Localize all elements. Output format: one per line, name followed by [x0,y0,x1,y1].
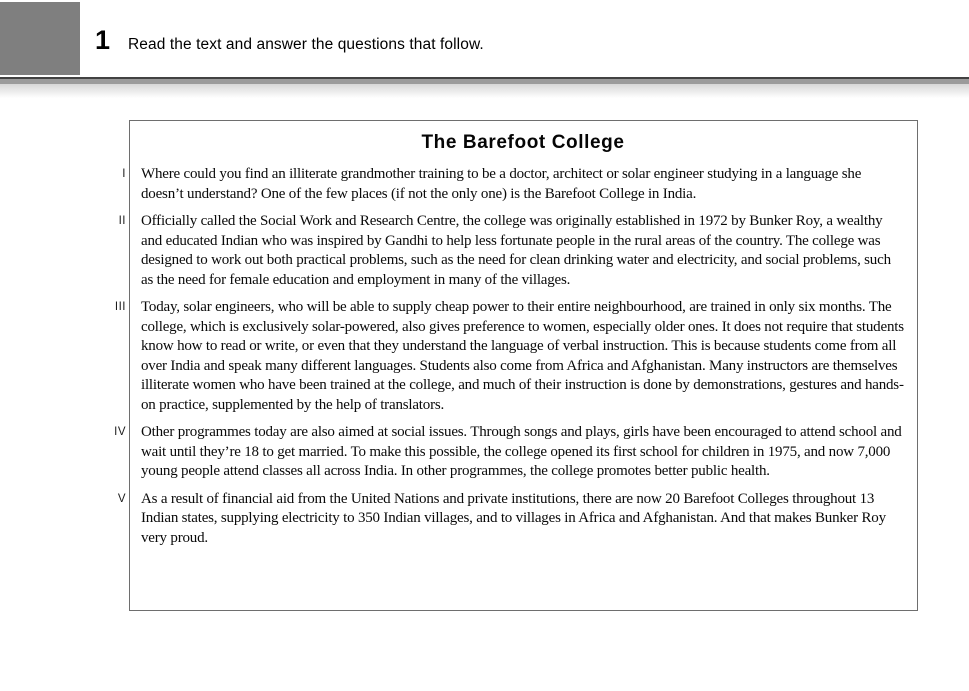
exercise-instruction: Read the text and answer the questions that follow. [128,36,484,53]
paragraph-text-3: Today, solar engineers, who will be able to supply cheap power to their entire neighbourhood, are trained in only six months. The college, which is exclusively solar-powered, also gives preference to women, especially older ones. It does not require that students know how to read or write, or even that they understand the language of verbal instruction. This is because students come from all over India and speak many different languages. Students also come from Africa and Afghanistan. Many instructors are themselves illiterate women who have been trained at the college, and much of their instruction is done by demonstrations, gestures and hands-on practice, supplemented by the help of translators. [141,299,904,413]
passage-paragraph-1 [122,165,905,204]
paragraph-text-1: Where could you find an illiterate grandmother training to be a doctor, architect or solar engineer studying in a language she doesn’t understand? One of the few places (if not the only one) is the Barefoot College in India. [141,166,862,202]
passage-paragraph-5 [117,490,905,549]
corner-block [0,2,80,75]
passage-title: The Barefoot College [421,132,625,153]
paragraph-text-4: Other programmes today are also aimed at social issues. Through songs and plays, girls have been encouraged to attend school and wait until they’re 18 to get married. To make this possible, the college opened its first school for children in 1975, and now 7,000 young people attend classes all across India. In other programmes, the college promotes better public health. [141,424,902,479]
paragraph-numeral-1: I [122,168,126,180]
passage-paragraph-2 [118,212,905,290]
paragraph-numeral-2: II [118,215,126,227]
header-rule [0,77,969,84]
passage-paragraph-3 [114,298,905,415]
paragraph-text-5: As a result of financial aid from the United Nations and private institutions, there are now 20 Barefoot Colleges throughout 13 Indian states, supplying electricity to 350 Indian villages, and to villages in Africa and Afghanistan. And that makes Bunker Roy very proud. [141,490,886,546]
header-rule-shadow [0,84,969,98]
paragraph-numeral-4: IV [114,426,126,438]
paragraph-numeral-3: III [114,301,126,313]
passage-paragraph-4 [114,423,905,482]
paragraph-numeral-5: V [117,492,126,505]
passage-box [114,120,918,611]
exercise-number: 1 [95,25,110,55]
paragraph-text-2: Officially called the Social Work and Research Centre, the college was originally established in 1972 by Bunker Roy, a wealthy and educated Indian who was inspired by Gandhi to help less fortunate people in the rural areas of the country. The college was designed to work out both practical problems, such as the need for clean drinking water and electricity, and social problems, such as the need for female education and employment in many of the villages. [141,213,891,288]
